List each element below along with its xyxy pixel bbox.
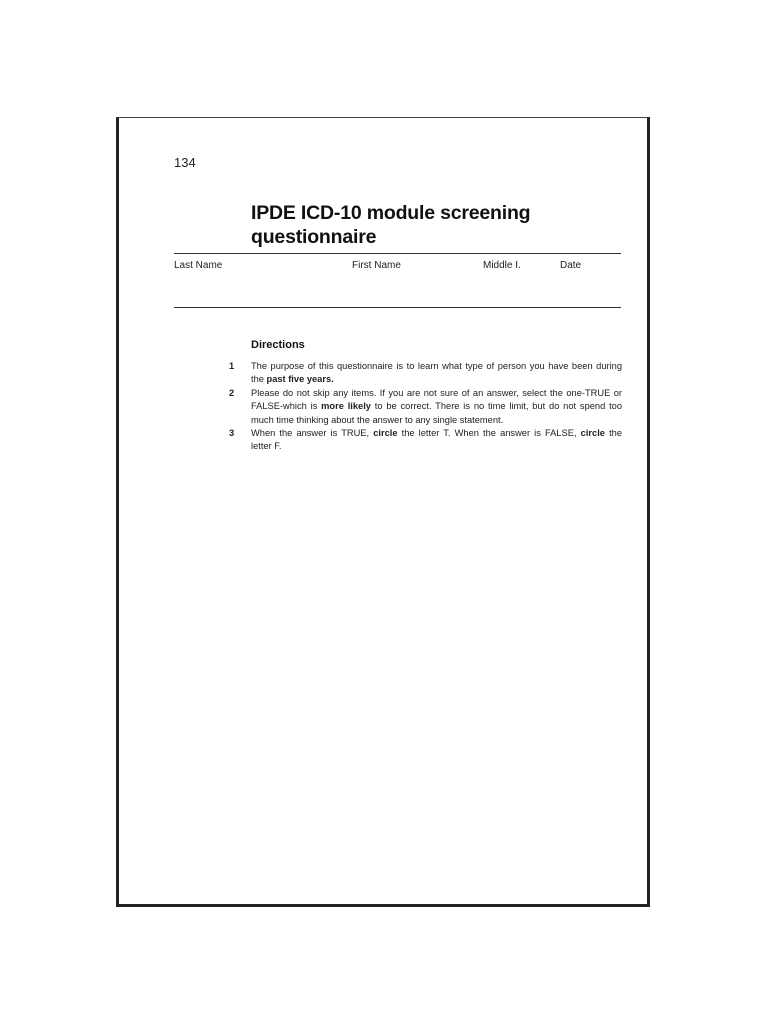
header-rule-top [174,253,621,254]
middle-initial-label: Middle I. [483,260,521,271]
direction-text: The purpose of this questionnaire is to learn what type of person you have been during the [251,361,622,385]
date-label: Date [560,260,582,271]
direction-number: 3 [229,428,235,439]
last-name-label: Last Name [174,260,223,271]
header-rule-bottom [174,307,621,308]
direction-text: When the answer is TRUE, [251,428,374,439]
direction-number: 1 [229,361,235,371]
direction-item-3 [226,427,622,454]
direction-number: 2 [229,387,235,398]
direction-text: to be correct. There is no time limit, but do not spend too much time thinking about the answer to any single statement. [251,401,622,425]
direction-text: Please do not skip any items. If you are not sure of an answer, select the one-TRUE or FALSE-which is [251,387,622,412]
direction-text: the letter T. When the answer is FALSE, [397,428,581,439]
page-title: IPDE ICD-10 module screening questionnaire [251,202,531,248]
direction-emphasis: circle [373,428,398,439]
page-number: 134 [174,155,196,170]
direction-emphasis: more likely [321,401,371,412]
direction-item-2 [226,387,622,427]
first-name-label: First Name [352,260,401,271]
directions-heading: Directions [251,339,305,351]
direction-text: the letter F. [251,428,622,452]
direction-emphasis: past five years. [266,374,334,385]
direction-item-1 [226,360,622,387]
direction-emphasis: circle [580,428,605,439]
directions-list [226,360,622,454]
